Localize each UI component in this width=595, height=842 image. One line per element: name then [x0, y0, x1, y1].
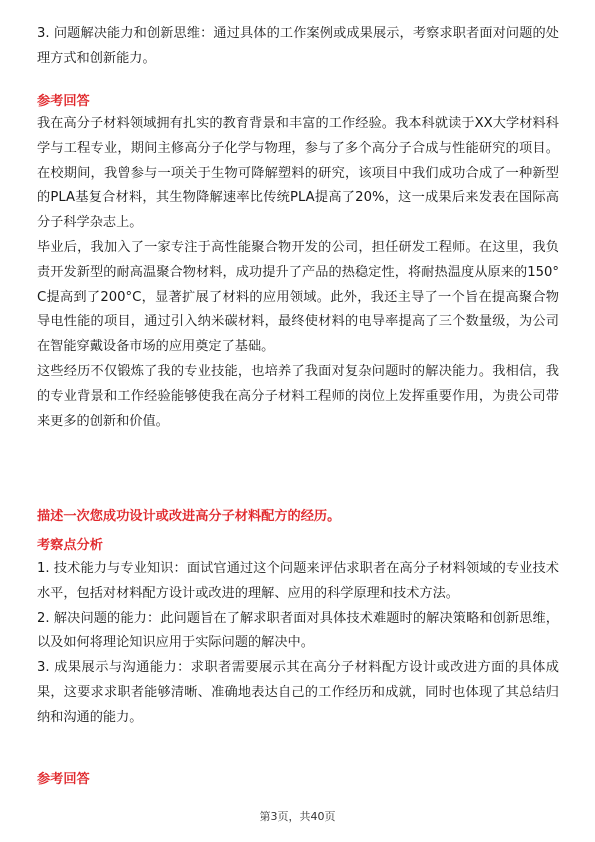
analysis-point: 1. 技术能力与专业知识：面试官通过这个问题来评估求职者在高分子材料领域的专业技术水平，包括对材料配方设计或改进的理解、应用的科学原理和技术方法。: [37, 561, 559, 601]
analysis-points: [37, 557, 559, 731]
analysis-heading: 考察点分析: [37, 538, 103, 553]
answer-1-heading: [37, 92, 559, 112]
answer-paragraph: 我在高分子材料领域拥有扎实的教育背景和丰富的工作经验。我本科就读于XX大学材料科学与工程专业，期间主修高分子化学与物理，参与了多个高分子合成与性能研究的项目。在校期间，我曾参与一项关于生物可降解塑料的研究，该项目中我们成功合成了一种新型的PLA基复合材料，其生物降解速率比传统PLA提高了20%，这一成果后来发表在国际高分子科学杂志上。: [37, 116, 559, 231]
question-title: 描述一次您成功设计或改进高分子材料配方的经历。: [37, 509, 341, 524]
analysis-point: 2. 解决问题的能力：此问题旨在了解求职者面对具体技术难题时的解决策略和创新思维，以及如何将理论知识应用于实际问题的解决中。: [37, 610, 559, 651]
reference-answer-heading: 参考回答: [37, 94, 90, 109]
point-text: 3. 问题解决能力和创新思维：通过具体的工作案例或成果展示，考察求职者面对问题的处理方式和创新能力。: [37, 26, 559, 66]
question-2-title: [37, 507, 559, 527]
answer-paragraph: 这些经历不仅锻炼了我的专业技能，也培养了我面对复杂问题时的解决能力。我相信，我的专业背景和工作经验能够使我在高分子材料工程师的岗位上发挥重要作用，为贵公司带来更多的创新和价值。: [37, 363, 559, 429]
answer-1-body: [37, 112, 559, 434]
page-number-footer: 第3页，共40页: [259, 810, 336, 823]
analysis-heading-block: [37, 536, 559, 556]
analysis-point: 3. 成果展示与沟通能力：求职者需要展示其在高分子材料配方设计或改进方面的具体成果，这要求求职者能够清晰、准确地表达自己的工作经历和成就，同时也体现了其总结归纳和沟通的能力。: [37, 660, 559, 725]
answer-2-heading: [37, 770, 559, 790]
question-1-point-3: [37, 22, 559, 72]
reference-answer-heading: 参考回答: [37, 772, 90, 787]
answer-paragraph: 毕业后，我加入了一家专注于高性能聚合物开发的公司，担任研发工程师。在这里，我负责开发新型的耐高温聚合物材料，成功提升了产品的热稳定性，将耐热温度从原来的150°C提高到了200°C，显著扩展了材料的应用领域。此外，我还主导了一个旨在提高聚合物导电性能的项目，通过引入纳米碳材料，最终使材料的电导率提高了三个数量级，为公司在智能穿戴设备市场的应用奠定了基础。: [37, 239, 559, 355]
